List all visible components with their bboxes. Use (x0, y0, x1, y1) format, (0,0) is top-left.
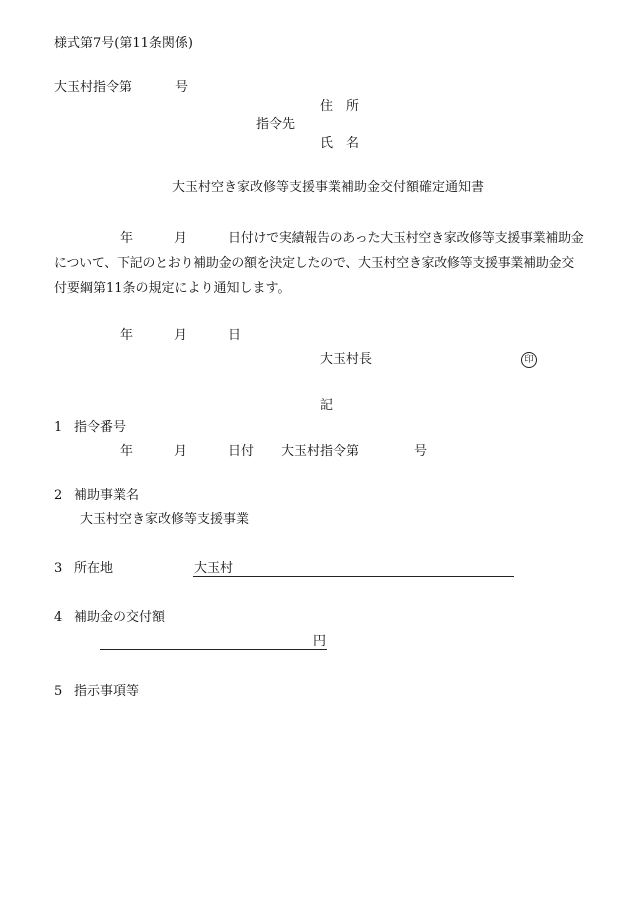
item-3-label: 所在地 (74, 561, 114, 576)
item-1-number: 1 (54, 420, 63, 435)
recipient-label: 指令先 (256, 117, 296, 132)
item-1-month: 月 (174, 444, 188, 459)
item-1-command-suffix: 号 (414, 444, 428, 459)
item-3-value: 大玉村 (194, 561, 234, 576)
item-5-label: 指示事項等 (74, 684, 140, 699)
item-1-command-prefix: 大玉村指令第 (281, 444, 360, 459)
report-date-year: 年 (120, 231, 134, 246)
item-2-value: 大玉村空き家改修等支援事業 (80, 512, 250, 527)
issuer-title: 大玉村長 (320, 352, 373, 367)
issue-date-month: 月 (174, 328, 188, 343)
item-1-day: 日付 (228, 444, 255, 459)
item-1-label: 指令番号 (74, 420, 127, 435)
body-line-1: 日付けで実績報告のあった大玉村空き家改修等支援事業補助金 (228, 231, 584, 246)
issue-date-day: 日 (228, 328, 242, 343)
name-label: 氏 名 (320, 136, 360, 151)
item-2-label: 補助事業名 (74, 488, 140, 503)
ki-heading: 記 (320, 398, 334, 413)
body-line-3: 付要綱第11条の規定により通知します。 (54, 281, 291, 296)
item-1-year: 年 (120, 444, 134, 459)
item-2-number: 2 (54, 488, 63, 503)
address-label: 住 所 (320, 99, 360, 114)
item-4-label: 補助金の交付額 (74, 610, 166, 625)
item-5-number: 5 (54, 684, 63, 699)
document-title: 大玉村空き家改修等支援事業補助金交付額確定通知書 (172, 180, 485, 195)
report-date-month: 月 (174, 231, 188, 246)
item-4-unit: 円 (313, 634, 327, 649)
item-4-number: 4 (54, 610, 63, 625)
issue-date-year: 年 (120, 328, 134, 343)
form-number: 様式第7号(第11条関係) (54, 36, 193, 51)
command-prefix: 大玉村指令第 (54, 80, 133, 95)
seal-mark: 印 (521, 352, 537, 368)
location-underline (193, 576, 514, 577)
amount-underline (100, 649, 327, 650)
body-line-2: について、下記のとおり補助金の額を決定したので、大玉村空き家改修等支援事業補助金交 (54, 256, 574, 271)
item-3-number: 3 (54, 561, 63, 576)
command-suffix: 号 (175, 80, 189, 95)
